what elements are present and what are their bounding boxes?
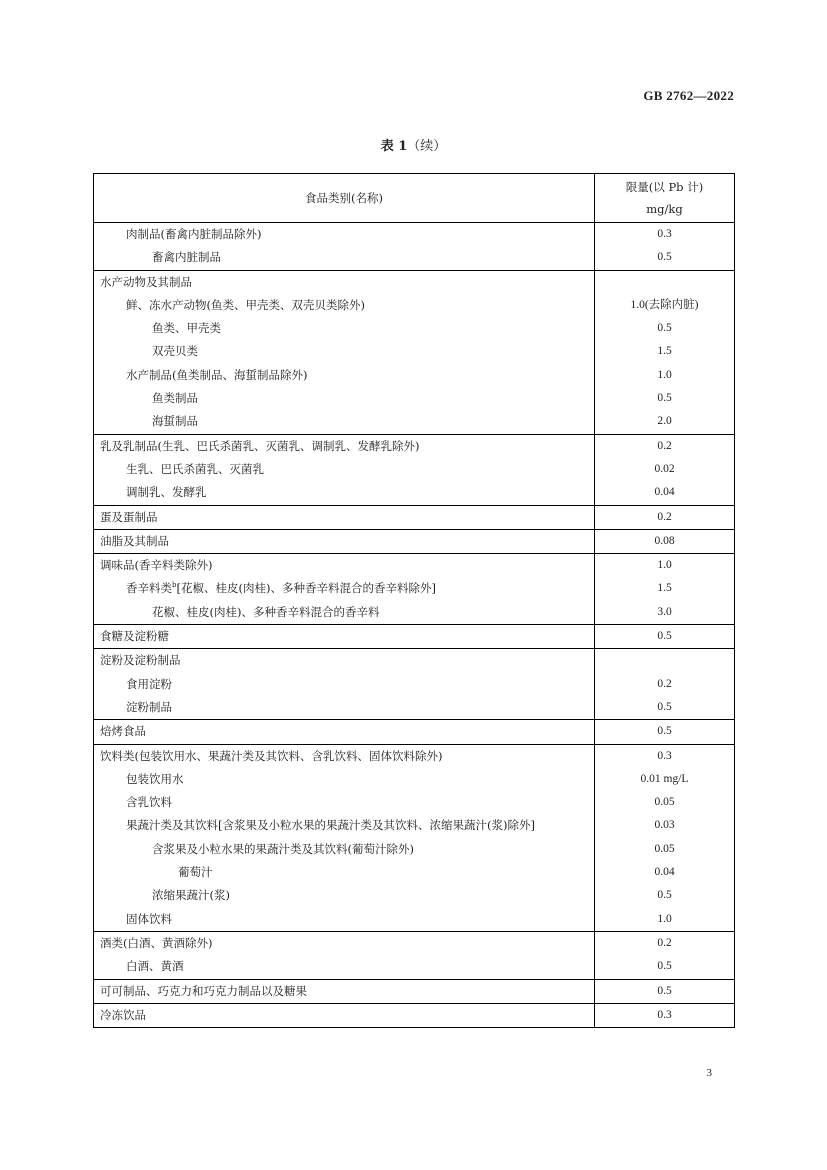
food-category-name: 畜禽内脏制品	[152, 250, 221, 265]
limit-value-cell: 0.2	[657, 439, 672, 452]
food-category-name: 水产制品(鱼类制品、海蜇制品除外)	[126, 367, 308, 382]
table-row	[94, 317, 735, 340]
food-category-name: 鱼类、甲壳类	[152, 321, 221, 336]
lead-limit-table	[93, 173, 735, 1028]
limit-value-cell: 0.04	[595, 481, 735, 505]
food-category-cell	[94, 744, 595, 768]
limit-value-cell: 1.0(去除内脏)	[630, 298, 699, 311]
column-header-limit-unit: mg/kg	[646, 202, 683, 216]
food-category-cell	[94, 625, 595, 649]
table-row	[94, 340, 735, 363]
limit-value-cell: 0.5	[657, 889, 672, 902]
limit-value-cell	[595, 649, 735, 673]
table-row	[94, 908, 735, 932]
table-row	[94, 505, 735, 529]
food-category-cell	[94, 434, 595, 458]
food-category-name: 浓缩果蔬汁(浆)	[152, 888, 230, 903]
food-category-cell	[94, 955, 595, 979]
food-category-name: 焙烤食品	[100, 724, 146, 739]
food-category-cell	[94, 410, 595, 434]
food-category-name: 饮料类(包装饮用水、果蔬汁类及其饮料、含乳饮料、固体饮料除外)	[100, 748, 443, 763]
limit-value-cell: 0.5	[595, 955, 735, 979]
table-row	[94, 529, 735, 553]
food-category-cell	[94, 364, 595, 387]
limit-value-cell: 2.0	[595, 410, 735, 434]
limit-value-cell: 1.0	[657, 559, 672, 572]
limit-value-cell: 0.2	[657, 936, 672, 949]
limit-value-cell: 0.08	[595, 529, 735, 553]
food-category-name: 花椒、桂皮(肉桂)、多种香辛料混合的香辛料	[152, 604, 380, 619]
food-category-name: 固体饮料	[126, 911, 172, 926]
food-category-cell	[94, 246, 595, 270]
food-category-name: 白酒、黄酒	[126, 959, 184, 974]
food-category-cell	[94, 861, 595, 884]
table-row	[94, 649, 735, 673]
food-category-cell	[94, 884, 595, 907]
table-row	[94, 294, 735, 317]
food-category-name: 包装饮用水	[126, 771, 184, 786]
limit-value-cell: 0.5	[657, 322, 672, 335]
table-row	[94, 673, 735, 696]
table-row	[94, 458, 735, 481]
food-category-name: 食用淀粉	[126, 676, 172, 691]
food-category-name: 水产动物及其制品	[100, 274, 192, 289]
table-row	[94, 1003, 735, 1027]
food-category-cell	[94, 577, 595, 600]
table-row	[94, 481, 735, 505]
table-row	[94, 387, 735, 410]
column-header-limit-label: 限量(以 Pb 计)	[625, 180, 704, 194]
food-category-name: 冷冻饮品	[100, 1007, 146, 1022]
table-row	[94, 223, 735, 247]
table-title-label: 表 1	[380, 139, 408, 154]
food-category-name: 食糖及淀粉糖	[100, 629, 169, 644]
limit-value-cell: 1.0	[657, 368, 672, 381]
food-category-cell	[94, 601, 595, 625]
limit-value-cell: 0.5	[595, 246, 735, 270]
food-category-name: 葡萄汁	[178, 865, 213, 880]
table-row	[94, 625, 735, 649]
table-title-suffix: （续）	[407, 139, 447, 154]
food-category-name: 含浆果及小粒水果的果蔬汁类及其饮料(葡萄汁除外)	[152, 841, 414, 856]
table-row	[94, 601, 735, 625]
food-category-cell	[94, 931, 595, 955]
food-category-cell	[94, 791, 595, 814]
food-category-name: 果蔬汁类及其饮料[含浆果及小粒水果的果蔬汁类及其饮料、浓缩果蔬汁(浆)除外]	[126, 818, 535, 833]
limit-value-cell: 0.03	[654, 819, 675, 832]
table-row	[94, 955, 735, 979]
limit-value-cell: 0.05	[654, 796, 675, 809]
limit-value-cell: 3.0	[595, 601, 735, 625]
page-number: 3	[706, 1067, 712, 1079]
food-category-name: 含乳饮料	[126, 795, 172, 810]
food-category-name: 双壳贝类	[152, 344, 198, 359]
table-row	[94, 768, 735, 791]
food-category-name: 可可制品、巧克力和巧克力制品以及糖果	[100, 983, 307, 998]
food-category-cell	[94, 814, 595, 837]
table-title	[0, 135, 827, 154]
food-category-name: 鲜、冻水产动物(鱼类、甲壳类、双壳贝类除外)	[126, 297, 365, 312]
table-row	[94, 434, 735, 458]
food-category-cell	[94, 458, 595, 481]
food-category-cell	[94, 908, 595, 932]
limit-value-cell: 0.3	[657, 749, 672, 762]
limit-value-cell: 0.3	[657, 228, 672, 240]
table-row	[94, 246, 735, 270]
food-category-cell	[94, 768, 595, 791]
standard-code: GB 2762—2022	[643, 88, 734, 103]
table-row	[94, 410, 735, 434]
table-header-row	[94, 174, 735, 223]
limit-value-cell: 0.02	[654, 462, 675, 475]
food-category-cell	[94, 1003, 595, 1027]
food-category-cell	[94, 649, 595, 673]
limit-value-cell: 0.04	[654, 866, 675, 879]
limit-value-cell: 0.5	[595, 720, 735, 744]
food-category-name: 海蜇制品	[152, 414, 198, 429]
limit-value-cell: 0.5	[595, 625, 735, 649]
limit-value-cell: 0.2	[595, 505, 735, 529]
food-category-cell	[94, 387, 595, 410]
table-row	[94, 270, 735, 294]
limit-value-cell: 0.5	[595, 696, 735, 720]
limit-value-cell: 0.05	[654, 842, 675, 855]
food-category-name: 鱼类制品	[152, 391, 198, 406]
food-category-name: 油脂及其制品	[100, 533, 169, 548]
table-row	[94, 814, 735, 837]
food-category-name: 肉制品(畜禽内脏制品除外)	[126, 227, 262, 241]
table-body	[94, 223, 735, 1028]
table-row	[94, 744, 735, 768]
food-category-name: 酒类(白酒、黄酒除外)	[100, 935, 213, 950]
food-category-name: 调制乳、发酵乳	[126, 485, 207, 500]
food-category-name-tail: [花椒、桂皮(肉桂)、多种香辛料混合的香辛料除外]	[176, 581, 436, 596]
table-row	[94, 791, 735, 814]
food-category-cell	[94, 696, 595, 720]
table-row	[94, 696, 735, 720]
table-row	[94, 838, 735, 861]
column-header-limit	[595, 174, 735, 223]
food-category-cell	[94, 838, 595, 861]
food-category-cell	[94, 270, 595, 294]
table-row	[94, 884, 735, 907]
food-category-cell	[94, 481, 595, 505]
food-category-cell	[94, 720, 595, 744]
food-category-name: 蛋及蛋制品	[100, 509, 158, 524]
limit-value-cell: 0.2	[657, 677, 672, 690]
food-category-cell	[94, 979, 595, 1003]
limit-value-cell: 0.5	[657, 392, 672, 405]
limit-value-cell: 1.5	[657, 345, 672, 358]
food-category-cell	[94, 317, 595, 340]
table-row	[94, 720, 735, 744]
limit-value-cell: 0.01 mg/L	[640, 772, 689, 785]
table-row	[94, 364, 735, 387]
food-category-cell	[94, 340, 595, 363]
limit-value-cell: 0.3	[595, 1003, 735, 1027]
food-category-name: 生乳、巴氏杀菌乳、灭菌乳	[126, 461, 264, 476]
food-category-name: 香辛料类	[126, 581, 172, 596]
limit-value-cell: 1.0	[595, 908, 735, 932]
food-category-name: 乳及乳制品(生乳、巴氏杀菌乳、灭菌乳、调制乳、发酵乳除外)	[100, 438, 420, 453]
food-category-cell	[94, 554, 595, 578]
footnote-marker: b	[172, 581, 177, 590]
table-row	[94, 931, 735, 955]
food-category-cell	[94, 529, 595, 553]
food-category-cell	[94, 223, 595, 247]
limit-value-cell: 0.5	[595, 979, 735, 1003]
food-category-cell	[94, 505, 595, 529]
table-row	[94, 979, 735, 1003]
limit-value-cell: 1.5	[657, 582, 672, 595]
food-category-cell	[94, 673, 595, 696]
food-category-name: 淀粉制品	[126, 699, 172, 714]
column-header-food-category: 食品类别(名称)	[94, 174, 595, 223]
table-row	[94, 577, 735, 600]
table-row	[94, 861, 735, 884]
table-row	[94, 554, 735, 578]
food-category-name: 调味品(香辛料类除外)	[100, 558, 213, 573]
food-category-name: 淀粉及淀粉制品	[100, 653, 181, 668]
food-category-cell	[94, 294, 595, 317]
limit-value-cell	[595, 270, 735, 294]
